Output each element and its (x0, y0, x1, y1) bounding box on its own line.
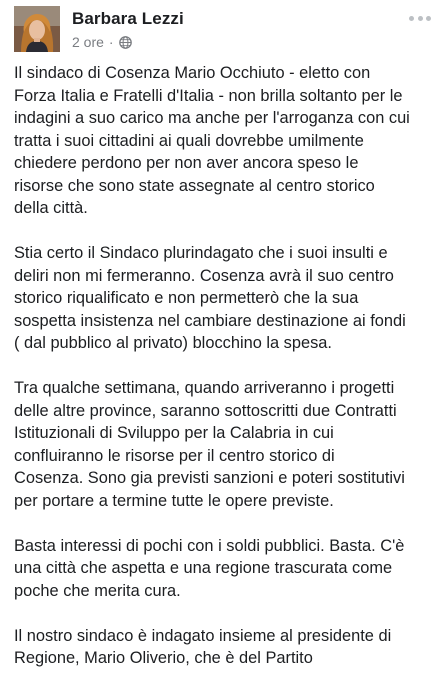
text-line: Il nostro sindaco è indagato insieme al presidente di (14, 626, 392, 645)
text-line: confluiranno le risorse per il centro storico di (14, 446, 335, 465)
meta-separator: · (108, 34, 114, 50)
post-paragraph-5 (14, 625, 439, 670)
text-line: indagini a suo carico ma anche per l'arroganza con cui (14, 109, 410, 127)
author-name[interactable]: Barbara Lezzi (72, 9, 184, 28)
post-meta (72, 34, 132, 50)
more-options-icon[interactable] (409, 10, 431, 26)
post-time[interactable]: 2 ore (72, 34, 104, 50)
menu-dot (426, 16, 431, 21)
text-line: sospetta insistenza nel cambiare destinazione ai fondi (14, 311, 406, 330)
text-line: per portare a termine tutte le opere previste. (14, 491, 334, 510)
post-paragraph-4 (14, 535, 439, 603)
post-paragraph-3 (14, 377, 439, 512)
text-line: tratta i suoi cittadini ai quali dovrebbe umilmente (14, 131, 364, 150)
text-line: ( dal pubblico al privato) blocchino la spesa. (14, 334, 332, 352)
menu-dot (409, 16, 414, 21)
post-body (14, 62, 439, 692)
post-paragraph-1 (14, 62, 439, 220)
text-line: Forza Italia e Fratelli d'Italia - non brilla soltanto per le (14, 86, 403, 105)
text-line: Basta interessi di pochi con i soldi pubblici. Basta. C'è (14, 536, 405, 555)
text-line: chiedere perdono per non aver ancora speso le (14, 154, 359, 172)
text-line: Regione, Mario Oliverio, che è del Partito (14, 649, 313, 667)
post-header (14, 6, 433, 56)
post-paragraph-2 (14, 242, 439, 355)
text-line: risorse che sono state assegnate al centro storico (14, 176, 375, 195)
globe-icon[interactable] (119, 36, 132, 49)
text-line: deliri non mi fermeranno. Cosenza avrà il suo centro (14, 266, 394, 285)
text-line: poche che merita cura. (14, 581, 181, 600)
menu-dot (418, 16, 423, 21)
text-line: storico riqualificato e non permetterò che la sua (14, 289, 359, 307)
text-line: Stia certo il Sindaco plurindagato che i suoi insulti e (14, 244, 388, 262)
text-line: della città. (14, 199, 88, 217)
text-line: Tra qualche settimana, quando arriveranno i progetti (14, 379, 395, 397)
avatar-photo-icon (14, 6, 60, 52)
text-line: Cosenza. Sono gia previsti sanzioni e poteri sostitutivi (14, 469, 405, 487)
avatar[interactable] (14, 6, 60, 52)
text-line: Istituzionali di Sviluppo per la Calabria in cui (14, 424, 334, 442)
text-line: una città che aspetta e una regione trascurata come (14, 559, 393, 577)
text-line: Il sindaco di Cosenza Mario Occhiuto - eletto con (14, 64, 371, 82)
text-line: delle altre province, saranno sottoscritti due Contratti (14, 401, 397, 420)
